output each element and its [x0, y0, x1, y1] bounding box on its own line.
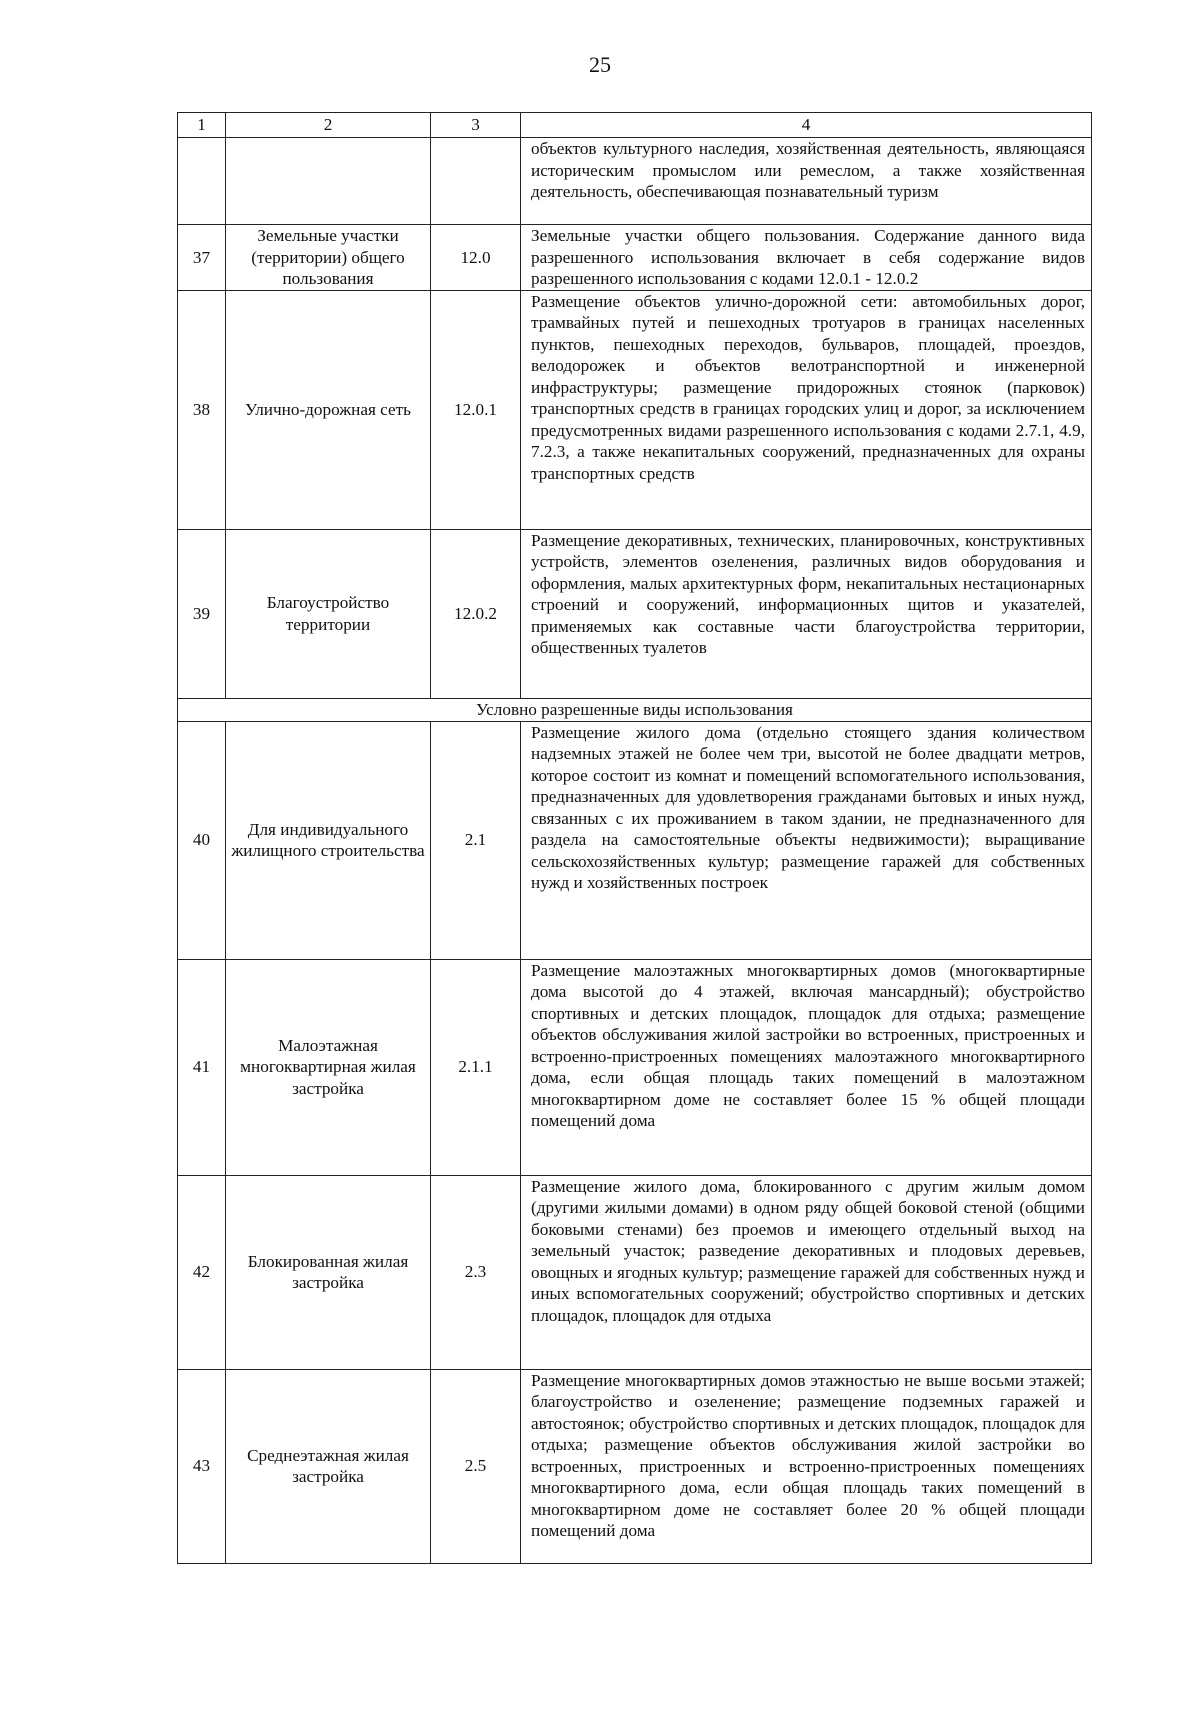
- row-number: 38: [178, 290, 226, 529]
- use-name: Улично-дорожная сеть: [226, 290, 431, 529]
- row-number: 41: [178, 959, 226, 1175]
- use-description: Размещение малоэтажных многоквартирных домов (многоквартирные дома высотой до 4 этажей, включая мансардный); обустройство спортивных и детских площадок, площадок для отдыха; размещение объектов обслуживания жилой застройки во встроенных, пристроенных и встроенно-пристроенных помещениях малоэтажного многоквартирного дома, если общая площадь таких помещений в малоэтажном многоквартирном доме не составляет более 15 % общей площади помещений дома: [521, 959, 1092, 1175]
- column-header: 1: [178, 113, 226, 138]
- table-row: [178, 529, 1092, 698]
- row-number: 40: [178, 721, 226, 959]
- use-name: Земельные участки (территории) общего пользования: [226, 225, 431, 291]
- use-description: Размещение объектов улично-дорожной сети: автомобильных дорог, трамвайных путей и пешеходных тротуаров в границах населенных пунктов, пешеходных переходов, бульваров, площадей, проездов, велодорожек и объектов велотранспортной и инженерной инфраструктуры; размещение придорожных стоянок (парковок) транспортных средств в границах городских улиц и дорог, за исключением предусмотренных видами разрешенного использования с кодами 2.7.1, 4.9, 7.2.3, а также некапитальных сооружений, предназначенных для охраны транспортных средств: [521, 290, 1092, 529]
- row-number: 42: [178, 1175, 226, 1369]
- use-code: 2.3: [431, 1175, 521, 1369]
- use-description: Размещение жилого дома, блокированного с другим жилым домом (другими жилыми домами) в одном ряду общей боковой стеной (общими боковыми стенами) без проемов и имеющего отдельный выход на земельный участок; разведение декоративных и плодовых деревьев, овощных и ягодных культур; размещение гаражей для собственных нужд и иных вспомогательных сооружений; обустройство спортивных и детских площадок, площадок для отдыха: [521, 1175, 1092, 1369]
- use-description: Размещение жилого дома (отдельно стоящего здания количеством надземных этажей не более чем три, высотой не более двадцати метров, которое состоит из комнат и помещений вспомогательного использования, предназначенных для удовлетворения гражданами бытовых и иных нужд, связанных с их проживанием в таком здании, не предназначенного для раздела на самостоятельные объекты недвижимости); выращивание сельскохозяйственных культур; размещение гаражей для собственных нужд и хозяйственных построек: [521, 721, 1092, 959]
- land-use-table: [177, 112, 1092, 1564]
- table-row: [178, 1175, 1092, 1369]
- use-code: 12.0: [431, 225, 521, 291]
- column-header: 3: [431, 113, 521, 138]
- use-name: Для индивидуального жилищного строительства: [226, 721, 431, 959]
- table-header-row: [178, 113, 1092, 138]
- use-code: 2.5: [431, 1369, 521, 1563]
- use-code: 12.0.1: [431, 290, 521, 529]
- table-row: [178, 138, 1092, 225]
- table-row: [178, 721, 1092, 959]
- use-description: объектов культурного наследия, хозяйственная деятельность, являющаяся историческим промыслом или ремеслом, а также хозяйственная деятельность, обеспечивающая познавательный туризм: [521, 138, 1092, 225]
- use-code: 2.1: [431, 721, 521, 959]
- table-row: [178, 290, 1092, 529]
- page-number: 25: [589, 52, 611, 77]
- row-number: 37: [178, 225, 226, 291]
- table-row: [178, 1369, 1092, 1563]
- use-description: Размещение многоквартирных домов этажностью не выше восьми этажей; благоустройство и озеленение; размещение подземных гаражей и автостоянок; обустройство спортивных и детских площадок, площадок для отдыха; размещение объектов обслуживания жилой застройки во встроенных, пристроенных и встроенно-пристроенных помещениях многоквартирного дома, если общая площадь таких помещений в многоквартирном доме не составляет более 20 % общей площади помещений дома: [521, 1369, 1092, 1563]
- row-number: [178, 138, 226, 225]
- use-description: Размещение декоративных, технических, планировочных, конструктивных устройств, элементов озеленения, различных видов оборудования и оформления, малых архитектурных форм, некапитальных нестационарных строений и сооружений, информационных щитов и указателей, применяемых как составные части благоустройства территории, общественных туалетов: [521, 529, 1092, 698]
- section-title: Условно разрешенные виды использования: [178, 698, 1092, 721]
- row-number: 39: [178, 529, 226, 698]
- table-row: [178, 225, 1092, 291]
- use-description: Земельные участки общего пользования. Содержание данного вида разрешенного использования включает в себя содержание видов разрешенного использования с кодами 12.0.1 - 12.0.2: [521, 225, 1092, 291]
- use-code: 2.1.1: [431, 959, 521, 1175]
- use-code: [431, 138, 521, 225]
- row-number: 43: [178, 1369, 226, 1563]
- section-header-row: [178, 698, 1092, 721]
- column-header: 4: [521, 113, 1092, 138]
- use-name: Благоустройство территории: [226, 529, 431, 698]
- use-name: Малоэтажная многоквартирная жилая застройка: [226, 959, 431, 1175]
- use-name: Блокированная жилая застройка: [226, 1175, 431, 1369]
- use-name: [226, 138, 431, 225]
- table-row: [178, 959, 1092, 1175]
- use-name: Среднеэтажная жилая застройка: [226, 1369, 431, 1563]
- use-code: 12.0.2: [431, 529, 521, 698]
- column-header: 2: [226, 113, 431, 138]
